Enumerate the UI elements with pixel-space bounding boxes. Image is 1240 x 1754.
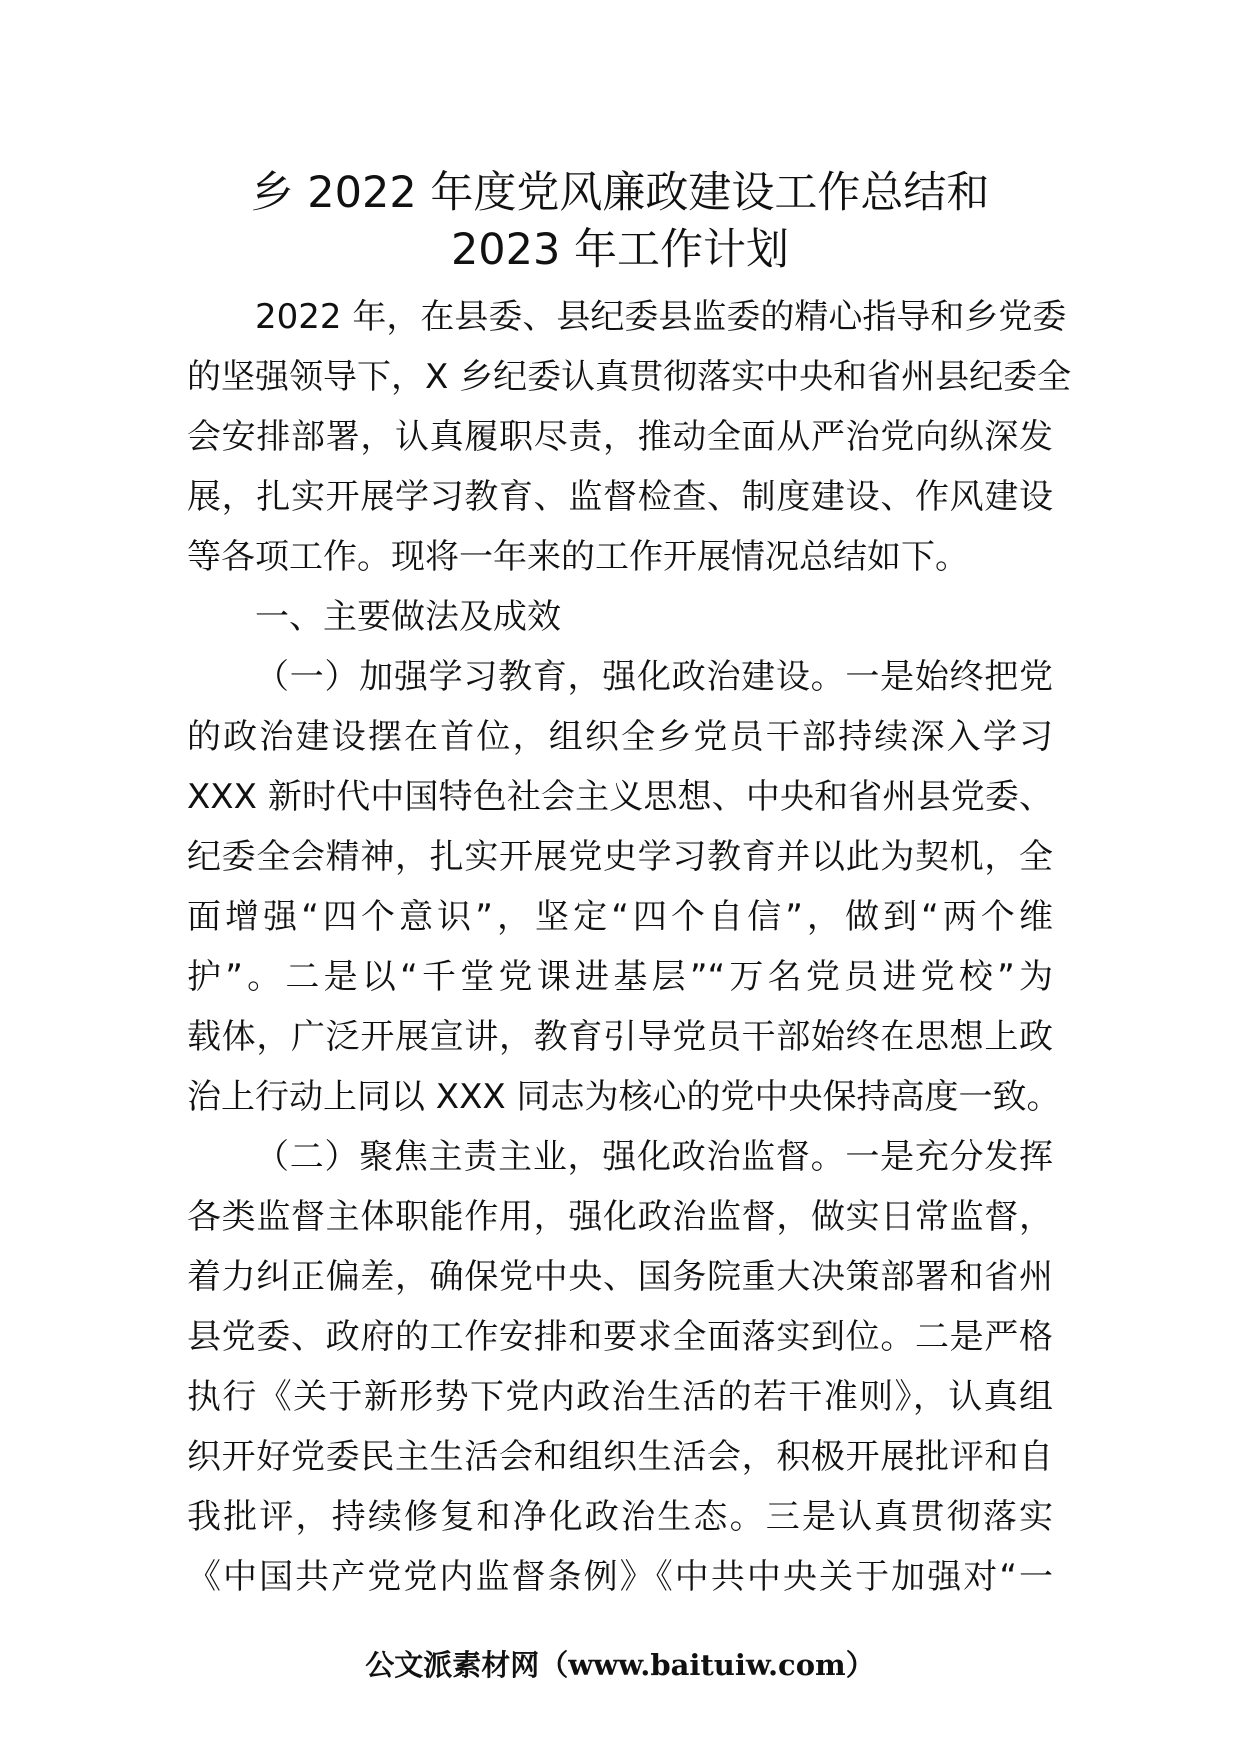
- paragraph-2-line: 执行《关于新形势下党内政治生活的若干准则》，认真组: [187, 1377, 1053, 1417]
- paragraph-intro-line: 的坚强领导下，X 乡纪委认真贯彻落实中央和省州县纪委全: [187, 357, 1072, 397]
- paragraph-2-line: 县党委、政府的工作安排和要求全面落实到位。二是严格: [187, 1317, 1053, 1357]
- paragraph-1-line: 面增强“四个意识”，坚定“四个自信”，做到“两个维: [187, 897, 1053, 937]
- paragraph-intro-line: 2022 年，在县委、县纪委县监委的精心指导和乡党委: [255, 297, 1067, 337]
- paragraph-1-line: （一）加强学习教育，强化政治建设。一是始终把党: [255, 657, 1053, 697]
- document-title: [150, 165, 1090, 279]
- title-line-1: 乡 2022 年度党风廉政建设工作总结和: [250, 168, 990, 218]
- title-line-2: 2023 年工作计划: [450, 225, 790, 275]
- section-heading: 一、主要做法及成效: [255, 597, 561, 637]
- paragraph-1-line: 载体，广泛开展宣讲，教育引导党员干部始终在思想上政: [187, 1017, 1053, 1057]
- paragraph-2-line: 我批评，持续修复和净化政治生态。三是认真贯彻落实: [187, 1497, 1053, 1537]
- paragraph-intro-line: 展，扎实开展学习教育、监督检查、制度建设、作风建设: [187, 477, 1053, 517]
- paragraph-2-line: （二）聚焦主责主业，强化政治监督。一是充分发挥: [255, 1137, 1053, 1177]
- document-body: [187, 287, 1072, 1607]
- footer-watermark: 公文派素材网（www.baituiw.com）: [365, 1648, 875, 1682]
- paragraph-1-line: 纪委全会精神，扎实开展党史学习教育并以此为契机，全: [187, 837, 1053, 877]
- paragraph-2-line: 着力纠正偏差，确保党中央、国务院重大决策部署和省州: [187, 1257, 1053, 1297]
- paragraph-1-line: 治上行动上同以 XXX 同志为核心的党中央保持高度一致。: [187, 1077, 1061, 1117]
- paragraph-1-line: 的政治建设摆在首位，组织全乡党员干部持续深入学习: [187, 717, 1053, 757]
- paragraph-intro-line: 会安排部署，认真履职尽责，推动全面从严治党向纵深发: [187, 417, 1053, 457]
- paragraph-intro-line: 等各项工作。现将一年来的工作开展情况总结如下。: [187, 537, 969, 577]
- paragraph-2-line: 织开好党委民主生活会和组织生活会，积极开展批评和自: [187, 1437, 1053, 1477]
- paragraph-1-line: 护”。二是以“千堂党课进基层”“万名党员进党校”为: [187, 957, 1053, 997]
- paragraph-1-line: XXX 新时代中国特色社会主义思想、中央和省州县党委、: [187, 777, 1053, 817]
- paragraph-2-line: 《中国共产党党内监督条例》《中共中央关于加强对“一: [187, 1557, 1053, 1597]
- paragraph-2-line: 各类监督主体职能作用，强化政治监督，做实日常监督，: [187, 1197, 1053, 1237]
